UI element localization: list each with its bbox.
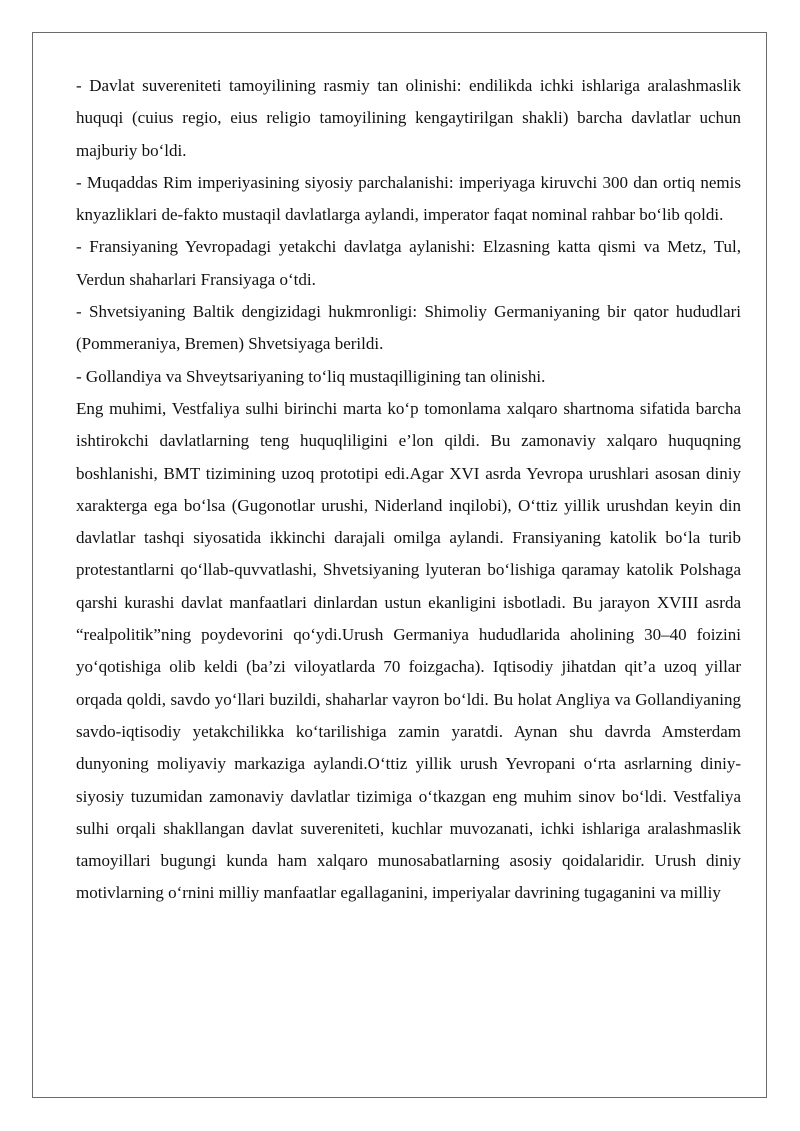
bullet-state-sovereignty: - Davlat suvereniteti tamoyilining rasmiy tan olinishi: endilikda ichki ishlariga aralashmaslik huquqi (cuius regio, eius religio tamoyilining kengaytirilgan shakli) barcha davlatlar uchun majburiy bo‘ldi. bbox=[76, 76, 741, 160]
bullet-netherlands-switzerland: - Gollandiya va Shveytsariyaning to‘liq mustaqilligining tan olinishi. bbox=[76, 366, 546, 386]
document-body bbox=[76, 70, 741, 910]
bullet-sweden: - Shvetsiyaning Baltik dengizidagi hukmronligi: Shimoliy Germaniyaning bir qator hududlari (Pommeraniya, Bremen) Shvetsiyaga berildi. bbox=[76, 302, 741, 354]
body-paragraph: Eng muhimi, Vestfaliya sulhi birinchi marta ko‘p tomonlama xalqaro shartnoma sifatida barcha ishtirokchi davlatlarning teng huquqliligini e’lon qildi. Bu zamonaviy xalqaro huquqning boshlanishi, BMT tizimining uzoq prototipi edi.Agar XVI asrda Yevropa urushlari asosan diniy xarakterga ega bo‘lsa (Gugonotlar urushi, Niderland inqilobi), O‘ttiz yillik urushdan keyin din davlatlar tashqi siyosatida ikkinchi darajali omilga aylandi. Fransiyaning katolik bo‘la turib protestantlarni qo‘llab-quvvatlashi, Shvetsiyaning lyuteran bo‘lishiga qaramay katolik Polshaga qarshi kurashi davlat manfaatlari dinlardan ustun ekanligini isbotladi. Bu jarayon XVIII asrda “realpolitik”ning poydevorini qo‘ydi.Urush Germaniya hududlarida aholining 30–40 foizini yo‘qotishiga olib keldi (ba’zi viloyatlarda 70 foizgacha). Iqtisodiy jihatdan qit’a uzoq yillar orqada qoldi, savdo yo‘llari buzildi, shaharlar vayron bo‘ldi. Bu holat Angliya va Gollandiyaning savdo-iqtisodiy yetakchilikka ko‘tarilishiga zamin yaratdi. Aynan shu davrda Amsterdam dunyoning moliyaviy markaziga aylandi.O‘ttiz yillik urush Yevropani o‘rta asrlarning diniy-siyosiy tuzumidan zamonaviy davlatlar tizimiga o‘tkazgan eng muhim sinov bo‘ldi. Vestfaliya sulhi orqali shakllangan davlat suvereniteti, kuchlar muvozanati, ichki ishlariga aralashmaslik tamoyillari bugungi kunda ham xalqaro munosabatlarning asosiy qoidalaridir. Urush diniy motivlarning o‘rnini milliy manfaatlar egallaganini, imperiyalar davrining tugaganini va milliy bbox=[76, 398, 741, 903]
bullet-france: - Fransiyaning Yevropadagi yetakchi davlatga aylanishi: Elzasning katta qismi va Metz, Tul, Verdun shaharlari Fransiyaga o‘tdi. bbox=[76, 237, 741, 289]
bullet-holy-roman-empire: - Muqaddas Rim imperiyasining siyosiy parchalanishi: imperiyaga kiruvchi 300 dan ortiq nemis knyazliklari de-fakto mustaqil davlatlarga aylandi, imperator faqat nominal rahbar bo‘lib qoldi. bbox=[76, 172, 741, 225]
